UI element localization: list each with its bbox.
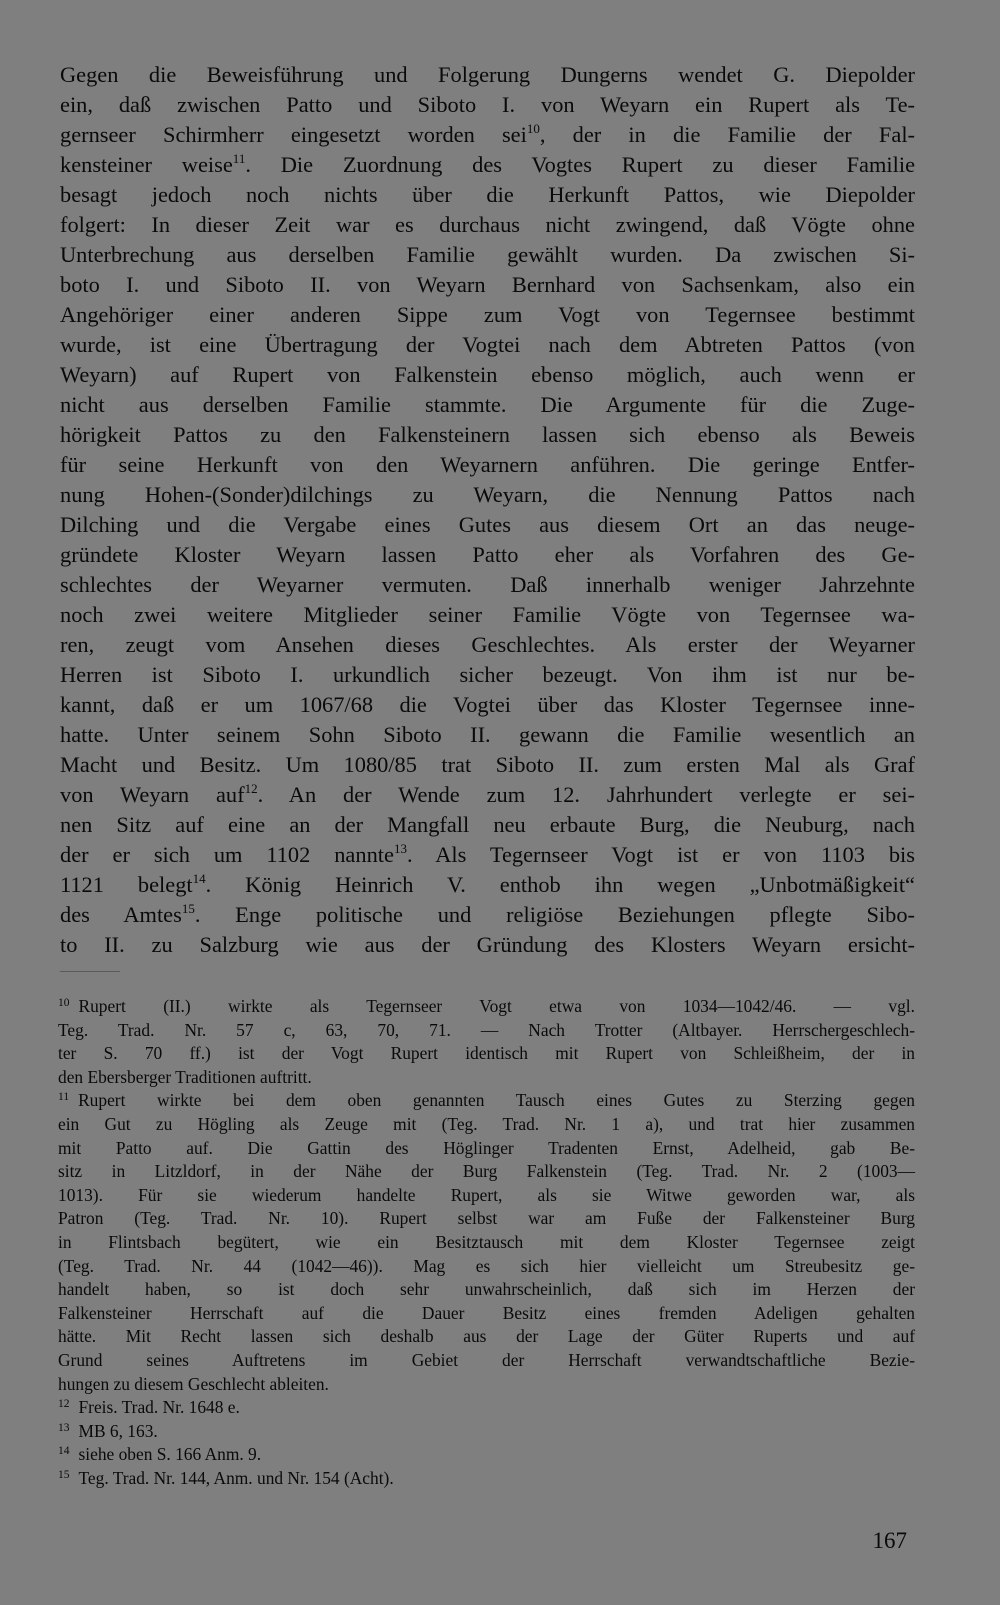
footnote-line: handelt haben, so ist doch sehr unwahrscheinlich, daß sich im Herzen der [58, 1279, 915, 1300]
text-line: ren, zeugt vom Ansehen dieses Geschlechtes. Als erster der Weyarner [60, 632, 915, 657]
text-line: noch zwei weitere Mitglieder seiner Familie Vögte von Tegernsee wa- [60, 602, 915, 627]
text-line: kensteiner weise$^{11}$. Die Zuordnung des Vogtes Rupert zu dieser Familie [60, 151, 916, 177]
text-line: hatte. Unter seinem Sohn Siboto II. gewann die Familie wesentlich an [60, 722, 915, 747]
text-line: gründete Kloster Weyarn lassen Patto eher als Vorfahren des Ge- [60, 542, 915, 567]
text-line: to II. zu Salzburg wie aus der Gründung des Klosters Weyarn ersicht- [60, 932, 915, 957]
text-line: nen Sitz auf eine an der Mangfall neu erbaute Burg, die Neuburg, nach [60, 812, 915, 837]
footnote-number: 11 [58, 1091, 70, 1104]
footnote-line: hätte. Mit Recht lassen sich deshalb aus der Lage der Güter Ruperts und auf [58, 1326, 915, 1347]
footnote-line: $^{13}$ MB 6, 163. [58, 1420, 158, 1441]
text-line: der er sich um 1102 nannte$^{13}$. Als Tegernseer Vogt ist er von 1103 bis [60, 841, 915, 867]
footnote-number: 14 [58, 1445, 70, 1458]
footnote-line: $^{14}$ siehe oben S. 166 Anm. 9. [58, 1444, 262, 1465]
text-line: für seine Herkunft von den Weyarnern anführen. Die geringe Entfer- [60, 452, 915, 477]
footnote-number: 12 [58, 1398, 70, 1411]
footnote-line: hungen zu diesem Geschlecht ableiten. [58, 1373, 329, 1394]
page-number: 167 [872, 1528, 907, 1553]
text-line: nicht aus derselben Familie stammte. Die Argumente für die Zuge- [60, 392, 915, 417]
footnote-line: sitz in Litzldorf, in der Nähe der Burg Falkenstein (Teg. Trad. Nr. 2 (1003— [58, 1161, 915, 1182]
text-line: schlechtes der Weyarner vermuten. Daß innerhalb weniger Jahrzehnte [60, 572, 915, 597]
footnote-line: den Ebersberger Traditionen auftritt. [58, 1066, 312, 1087]
footnote-line: Patron (Teg. Trad. Nr. 10). Rupert selbst war am Fuße der Falkensteiner Burg [58, 1208, 915, 1229]
footnote-ref: 13 [393, 841, 407, 856]
footnote-line: $^{12}$ Freis. Trad. Nr. 1648 e. [58, 1397, 240, 1418]
text-line: Macht und Besitz. Um 1080/85 trat Siboto II. zum ersten Mal als Graf [60, 752, 915, 777]
text-line: kannt, daß er um 1067/68 die Vogtei über das Kloster Tegernsee inne- [60, 692, 915, 717]
footnote-line: 1013). Für sie wiederum handelte Rupert, als sie Witwe geworden war, als [58, 1184, 915, 1205]
footnote-ref: 11 [232, 151, 246, 166]
footnote-line: Teg. Trad. Nr. 57 c, 63, 70, 71. — Nach Trotter (Altbayer. Herrschergeschlech- [58, 1019, 915, 1040]
text-line: Dilching und die Vergabe eines Gutes aus diesem Ort an das neuge- [60, 512, 915, 537]
text-line: Weyarn) auf Rupert von Falkenstein ebenso möglich, auch wenn er [60, 362, 915, 387]
text-line: gernseer Schirmherr eingesetzt worden sei$^{10}$, der in die Familie der Fal- [60, 121, 916, 147]
footnote-line: mit Patto auf. Die Gattin des Höglinger Tradenten Ernst, Adelheid, gab Be- [58, 1137, 915, 1158]
footnote-number: 13 [58, 1421, 70, 1434]
text-line: Gegen die Beweisführung und Folgerung Dungerns wendet G. Diepolder [60, 62, 915, 87]
text-line: von Weyarn auf$^{12}$. An der Wende zum 12. Jahrhundert verlegte er sei- [60, 781, 915, 807]
footnote-line: $^{15}$ Teg. Trad. Nr. 144, Anm. und Nr. 154 (Acht). [58, 1467, 394, 1488]
text-line: des Amtes$^{15}$. Enge politische und religiöse Beziehungen pflegte Sibo- [60, 901, 915, 927]
footnote-line: Grund seines Auftretens im Gebiet der Herrschaft verwandtschaftliche Bezie- [58, 1349, 915, 1370]
text-line: 1121 belegt$^{14}$. König Heinrich V. enthob ihn wegen „Unbotmäßigkeit“ [60, 871, 915, 897]
text-line: nung Hohen-(Sonder)dilchings zu Weyarn, die Nennung Pattos nach [60, 482, 915, 507]
footnote-line: ter S. 70 ff.) ist der Vogt Rupert identisch mit Rupert von Schleißheim, der in [58, 1043, 915, 1064]
footnote-line: $^{10}$ Rupert (II.) wirkte als Tegernseer Vogt etwa von 1034—1042/46. — vgl. [58, 996, 915, 1016]
text-line: Unterbrechung aus derselben Familie gewählt wurden. Da zwischen Si- [60, 242, 915, 267]
text-line: hörigkeit Pattos zu den Falkensteinern lassen sich ebenso als Beweis [60, 422, 915, 447]
footnote-line: $^{11}$ Rupert wirkte bei dem oben genannten Tausch eines Gutes zu Sterzing gegen [58, 1090, 915, 1111]
text-line: ein, daß zwischen Patto und Siboto I. von Weyarn ein Rupert als Te- [60, 92, 915, 117]
text-line: besagt jedoch noch nichts über die Herkunft Pattos, wie Diepolder [60, 182, 915, 207]
footnote-ref: 15 [181, 901, 195, 916]
footnote-ref: 14 [192, 871, 206, 886]
footnote-line: Falkensteiner Herrschaft auf die Dauer Besitz eines fremden Adeligen gehalten [58, 1302, 915, 1323]
footnote-line: in Flintsbach begütert, wie ein Besitztausch mit dem Kloster Tegernsee zeigt [58, 1231, 915, 1252]
footnote-ref: 12 [244, 781, 258, 796]
footnote-ref: 10 [526, 121, 540, 136]
footnote-number: 15 [58, 1468, 70, 1481]
footnotes [58, 995, 915, 1490]
text-line: Angehöriger einer anderen Sippe zum Vogt von Tegernsee bestimmt [60, 302, 915, 327]
text-line: boto I. und Siboto II. von Weyarn Bernhard von Sachsenkam, also ein [60, 272, 915, 297]
text-line: Herren ist Siboto I. urkundlich sicher bezeugt. Von ihm ist nur be- [60, 662, 915, 687]
footnote-line: ein Gut zu Högling als Zeuge mit (Teg. Trad. Nr. 1 a), und trat hier zusammen [58, 1113, 915, 1134]
text-line: folgert: In dieser Zeit war es durchaus nicht zwingend, daß Vögte ohne [60, 212, 915, 237]
footnote-line: (Teg. Trad. Nr. 44 (1042—46)). Mag es sich hier vielleicht um Streubesitz ge- [58, 1255, 915, 1276]
footnote-divider [60, 971, 120, 972]
main-text [60, 60, 915, 960]
footnote-number: 10 [58, 997, 70, 1009]
text-line: wurde, ist eine Übertragung der Vogtei nach dem Abtreten Pattos (von [60, 332, 915, 357]
